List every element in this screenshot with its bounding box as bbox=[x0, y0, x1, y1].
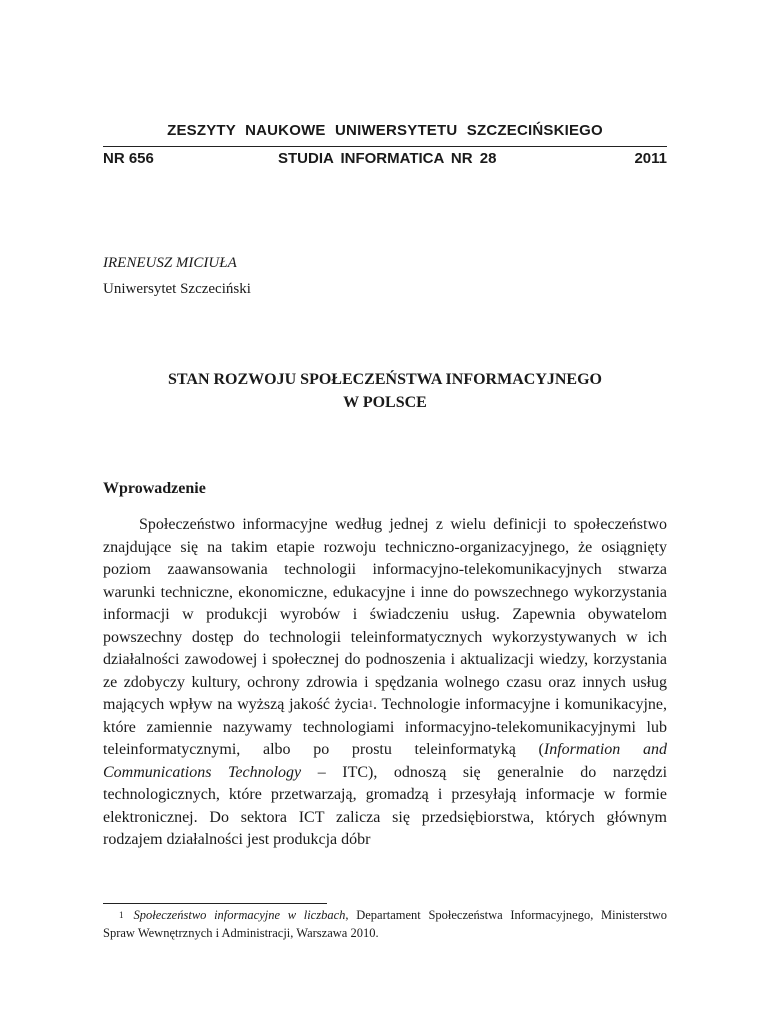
footnote bbox=[103, 906, 667, 942]
footnote-number: 1 bbox=[119, 910, 124, 920]
journal-number: NR 656 bbox=[103, 150, 154, 167]
footnote-reference: 1 bbox=[368, 699, 373, 709]
header-rule bbox=[103, 146, 667, 147]
footnote-rule bbox=[103, 903, 327, 904]
author-name: IRENEUSZ MICIUŁA bbox=[103, 255, 237, 271]
body-text-italic-term: Information and Communications Technology bbox=[103, 741, 667, 781]
journal-series: STUDIA INFORMATICA NR 28 bbox=[278, 150, 497, 167]
body-paragraph bbox=[103, 514, 667, 852]
footnote-italic-title: Społeczeństwo informacyjne w liczbach bbox=[133, 908, 346, 922]
body-text-part-3: – ITC), odnoszą się generalnie do narzędzi technologicznych, które przetwarzają, gromadzą i przesyłają informacje w formie elektronicznej. Do sektora ICT zalicza się przedsiębiorstwa, których głównym rodzajem działalności jest produkcja dóbr bbox=[103, 763, 668, 848]
article-title-line-2: W POLSCE bbox=[343, 394, 427, 411]
article-title bbox=[103, 368, 667, 414]
section-heading: Wprowadzenie bbox=[103, 480, 206, 497]
article-title-line-1: STAN ROZWOJU SPOŁECZEŃSTWA INFORMACYJNEGO bbox=[168, 371, 602, 388]
journal-year: 2011 bbox=[634, 150, 667, 167]
body-text-part-2: . Technologie informacyjne i komunikacyjne, które zamiennie nazywamy technologiami informacyjno-telekomunikacyjnymi lub teleinformatycznymi, albo po prostu teleinformatyką ( bbox=[103, 696, 667, 758]
author-affiliation: Uniwersytet Szczeciński bbox=[103, 281, 251, 297]
body-text-part-1: Społeczeństwo informacyjne według jednej z wielu definicji to społeczeństwo znajdujące się na takim etapie rozwoju techniczno-organizacyjnego, że osiągnięty poziom zaawansowania technologii informacyjno-telekomunikacyjnych stwarza warunki techniczne, ekonomiczne, edukacyjne i inne do powszechnego wykorzystania informacji w produkcji wyrobów i świadczeniu usług. Zapewnia obywatelom powszechny dostęp do technologii teleinformatycznych wykorzystywanych w ich działalności zawodowej i społecznej do podnoszenia i aktualizacji wiedzy, korzystania ze zdobyczy kultury, ochrony zdrowia i spędzania wolnego czasu oraz innych usług mających wpływ na wyższą jakość życia bbox=[103, 516, 667, 713]
footnote-text: , Departament Społeczeństwa Informacyjnego, Ministerstwo Spraw Wewnętrznych i Administracji, Warszawa 2010. bbox=[103, 908, 668, 940]
journal-title: ZESZYTY NAUKOWE UNIWERSYTETU SZCZECIŃSKIEGO bbox=[167, 122, 603, 139]
